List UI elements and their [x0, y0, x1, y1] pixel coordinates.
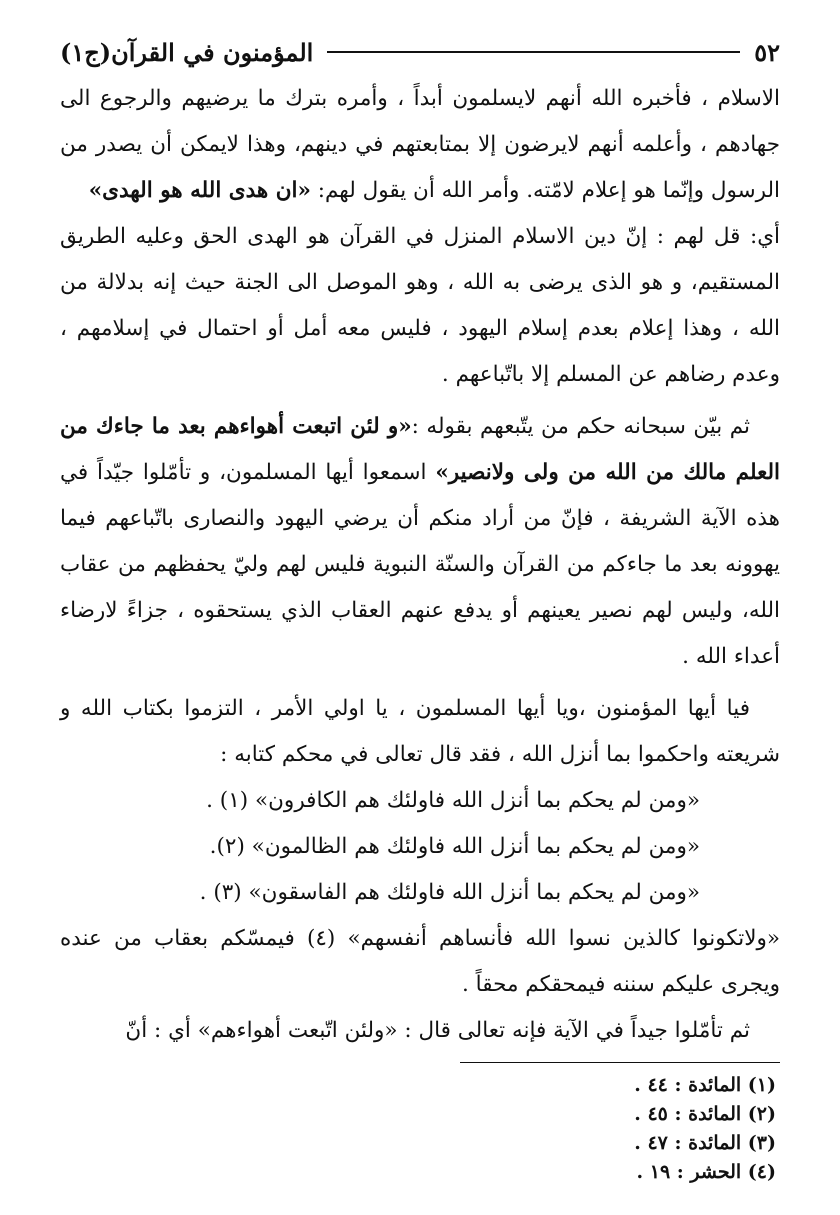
closing-paragraph: «ولاتكونوا كالذين نسوا الله فأنساهم أنفسهم» (٤) فيمسّكم بعقاب من عنده ويجرى عليكم سننه فيمحقكم محقاً . [60, 926, 781, 997]
book-page [60, 28, 780, 1187]
footnote: (٢) المائدة : ٤٥ . [634, 1103, 776, 1125]
paragraph-3-lead: ثم بيّن سبحانه حكم من يتّبعهم بقوله : [411, 414, 750, 439]
paragraph-1-text: الاسلام ، فأخبره الله أنهم لايسلمون أبداً ، وأمره بترك ما يرضيهم والرجوع الى جهادهم ، وأعلمه أنهم لايرضون إلا بمتابعتهم في دينهم، وهذا لايمكن أن يصدر من الرسول وإنّما هو إعلام لامّته. وأمر الله أن يقول لهم: [60, 86, 780, 203]
footnote: (١) المائدة : ٤٤ . [634, 1074, 776, 1096]
paragraph-1 [60, 76, 780, 214]
footnote-divider [460, 1062, 780, 1063]
footnote: (٣) المائدة : ٤٧ . [634, 1132, 776, 1154]
closing-line: ثم تأمّلوا جيداً في الآية فإنه تعالى قال : «ولئن اتّبعت أهواءهم» أي : أنّ [125, 1018, 750, 1043]
running-title: المؤمنون في القرآن(ج١) [60, 37, 314, 67]
header-rule [327, 51, 740, 53]
paragraph-3-text: اسمعوا أيها المسلمون، و تأمّلوا جيّداً في هذه الآية الشريفة ، فإنّ من أراد منكم أن يرضي اليهود والنصارى باتّباعهم فيما يهوونه بعد ما جاءكم من القرآن والسنّة النبوية فليس لهم وليّ يحفظهم من عقاب الله، وليس لهم نصير يعينهم أو يدفع عنهم العقاب الذي يستحقوه ، جزاءً لارضاء أعداء الله . [60, 460, 780, 669]
verse-1: «ومن لم يحكم بما أنزل الله فاولئك هم الكافرون» (١) . [206, 788, 700, 813]
page-header [60, 28, 780, 76]
paragraph-4-text: فيا أيها المؤمنون ،ويا أيها المسلمون ، يا اولي الأمر ، التزموا بكتاب الله و شريعته واحكموا بما أنزل الله ، فقد قال تعالى في محكم كتابه : [60, 696, 780, 767]
footnotes [60, 1071, 780, 1187]
footnote: (٤) الحشر : ١٩ . [636, 1161, 776, 1183]
paragraph-2-text: أي: قل لهم : إنّ دين الاسلام المنزل في القرآن هو الهدى الحق وعليه الطريق المستقيم، و هو الذى يرضى به الله ، وهو الموصل الى الجنة حيث إنه بدلالة من الله ، وهذا إعلام بعدم إسلام اليهود ، فليس معه أمل أو احتمال في إسلامهم ، وعدم رضاهم عن المسلم إلا باتّباعهم . [60, 224, 780, 387]
quran-quote: «ان هدى الله هو الهدى» [88, 178, 311, 203]
quran-quote: «و لئن اتبعت أهواءهم بعد ما جاءك من العلم مالك من الله من ولى ولانصير» [60, 414, 780, 485]
paragraph-2 [60, 214, 780, 398]
page-number: ٥٢ [754, 37, 780, 67]
paragraph-4 [60, 686, 780, 778]
verse-3: «ومن لم يحكم بما أنزل الله فاولئك هم الفاسقون» (٣) . [199, 880, 700, 905]
paragraph-3 [60, 404, 780, 680]
verse-2: «ومن لم يحكم بما أنزل الله فاولئك هم الظالمون» (٢). [209, 834, 700, 859]
body-text [60, 76, 780, 1054]
